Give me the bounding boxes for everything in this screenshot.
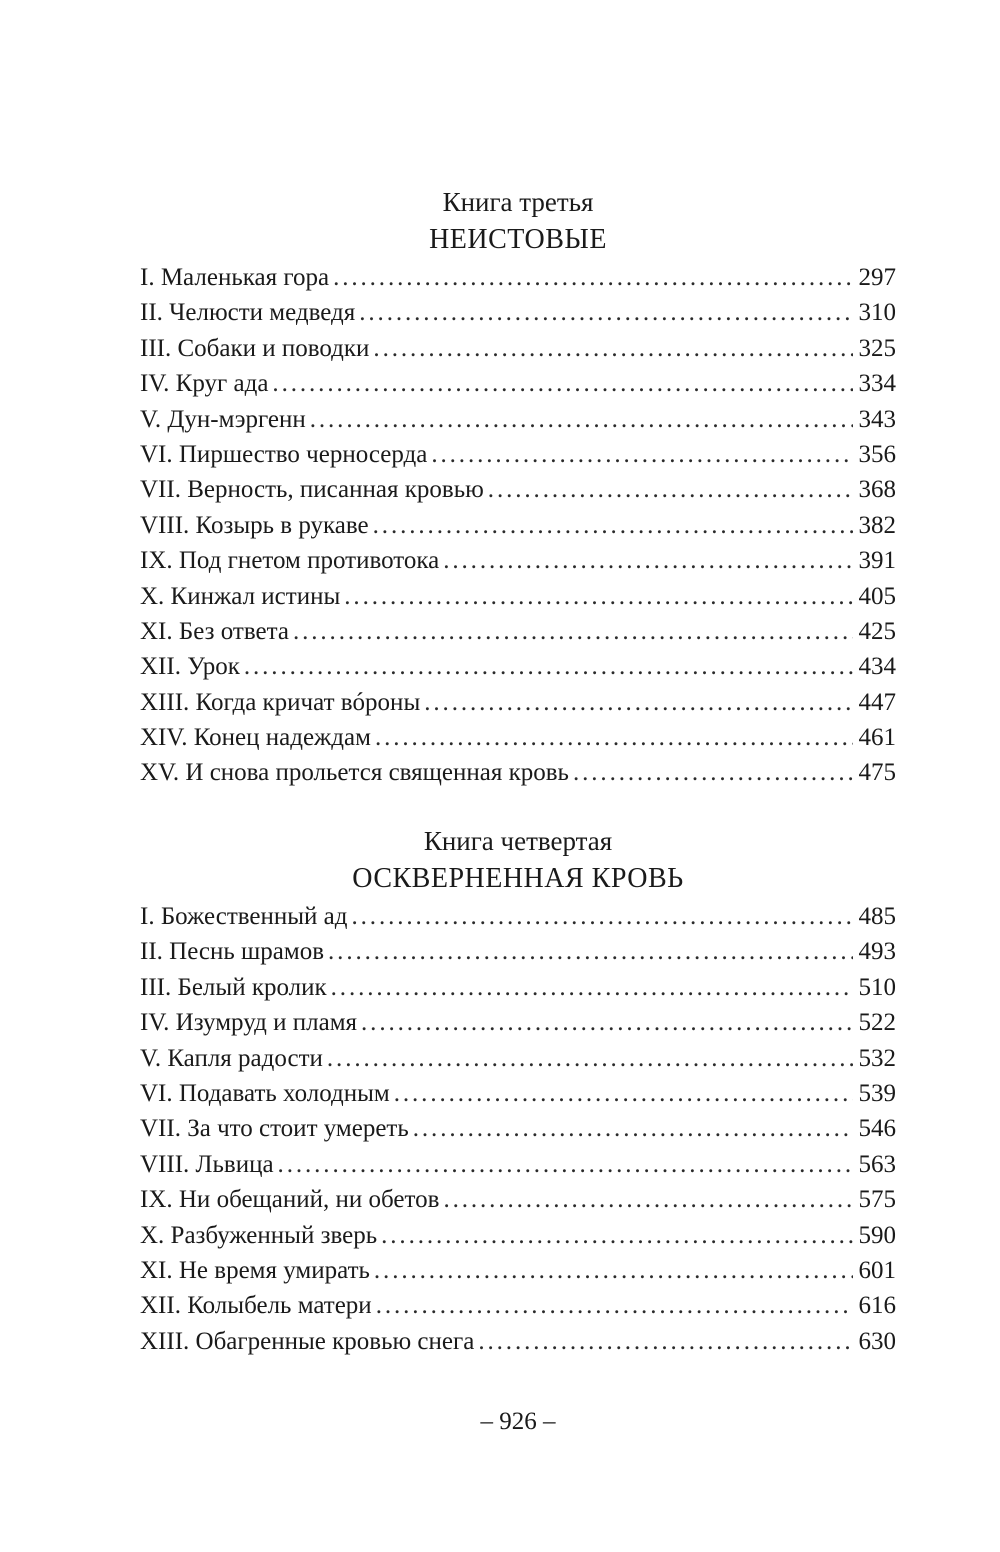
toc-entry [140, 614, 896, 649]
chapter-page-number: 616 [858, 1292, 896, 1320]
chapter-page-number: 310 [858, 299, 896, 327]
toc-entry [140, 366, 896, 401]
toc-entry [140, 543, 896, 578]
chapter-title: XIII. Когда кричат вóроны [140, 688, 421, 716]
dot-leader [375, 720, 853, 755]
toc-entry [140, 1182, 896, 1217]
toc-entry [140, 1111, 896, 1146]
chapter-page-number: 297 [858, 264, 896, 291]
toc-entry [140, 1041, 896, 1076]
dot-leader [328, 934, 852, 969]
chapter-title: IV. Круг ада [140, 370, 269, 398]
dot-leader [361, 1005, 852, 1040]
chapter-list [140, 899, 896, 1359]
chapter-page-number: 510 [858, 973, 896, 1001]
dot-leader [424, 685, 852, 720]
chapter-page-number: 356 [858, 440, 896, 468]
chapter-title: XIII. Обагренные кровью снега [140, 1327, 475, 1355]
chapter-page-number: 546 [858, 1115, 896, 1143]
book-label: Книга третья [442, 187, 594, 217]
chapter-page-number: 434 [858, 653, 896, 681]
toc-entry [140, 508, 896, 543]
dot-leader [333, 260, 852, 295]
toc-entry [140, 1324, 896, 1359]
chapter-title: II. Челюсти медведя [140, 299, 356, 327]
book-title: НЕИСТОВЫЕ [429, 224, 607, 255]
dot-leader [478, 1324, 852, 1359]
dot-leader [244, 649, 853, 684]
dot-leader [443, 543, 852, 578]
chapter-title: V. Капля радости [140, 1044, 323, 1072]
toc-entry [140, 579, 896, 614]
toc-entry [140, 1253, 896, 1288]
toc-entry [140, 1005, 896, 1040]
book-section [140, 183, 896, 791]
chapter-title: I. Божественный ад [140, 903, 348, 930]
toc-entry [140, 331, 896, 366]
dot-leader [573, 755, 853, 790]
toc-entry [140, 1147, 896, 1182]
chapter-page-number: 539 [858, 1079, 896, 1107]
chapter-page-number: 575 [858, 1186, 896, 1214]
dot-leader [310, 402, 853, 437]
toc-entry [140, 1076, 896, 1111]
chapter-title: VI. Пиршество черносерда [140, 440, 428, 468]
dot-leader [394, 1076, 853, 1111]
dot-leader [278, 1147, 853, 1182]
toc-entry [140, 260, 896, 295]
chapter-page-number: 590 [858, 1221, 896, 1249]
chapter-page-number: 563 [858, 1150, 896, 1178]
toc-entry [140, 720, 896, 755]
book-section [140, 822, 896, 1359]
toc-entry [140, 899, 896, 934]
dot-leader [331, 970, 853, 1005]
chapter-title: XI. Без ответа [140, 617, 289, 645]
chapter-title: VII. Верность, писанная кровью [140, 476, 484, 504]
dot-leader [443, 1182, 852, 1217]
dot-leader [413, 1111, 853, 1146]
dot-leader [488, 472, 853, 507]
dot-leader [359, 295, 852, 330]
book-title: ОСКВЕРНЕННАЯ КРОВЬ [352, 863, 684, 894]
chapter-page-number: 601 [858, 1256, 896, 1284]
chapter-title: VIII. Козырь в рукаве [140, 511, 369, 539]
dot-leader [431, 437, 852, 472]
dot-leader [373, 508, 853, 543]
chapter-title: V. Дун-мэргенн [140, 405, 306, 433]
chapter-title: II. Песнь шрамов [140, 938, 325, 966]
dot-leader [327, 1041, 853, 1076]
toc-entry [140, 755, 896, 790]
page-number: – 926 – [480, 1408, 556, 1435]
toc-entry [140, 970, 896, 1005]
chapter-page-number: 405 [858, 582, 896, 610]
toc-entry [140, 934, 896, 969]
chapter-page-number: 391 [858, 547, 896, 575]
chapter-page-number: 485 [858, 903, 896, 930]
chapter-page-number: 461 [858, 724, 896, 752]
chapter-title: VI. Подавать холодным [140, 1079, 390, 1107]
book-label: Книга четвертая [423, 826, 613, 856]
chapter-page-number: 447 [858, 688, 896, 716]
chapter-title: XII. Урок [140, 653, 240, 681]
chapter-title: III. Белый кролик [140, 973, 327, 1001]
toc-entry [140, 437, 896, 472]
toc-entry [140, 472, 896, 507]
dot-leader [293, 614, 853, 649]
toc-entry [140, 402, 896, 437]
chapter-page-number: 532 [858, 1044, 896, 1072]
dot-leader [381, 1218, 852, 1253]
toc-entry [140, 649, 896, 684]
chapter-title: X. Разбуженный зверь [140, 1221, 378, 1249]
chapter-title: XI. Не время умирать [140, 1256, 370, 1284]
chapter-title: IX. Ни обещаний, ни обетов [140, 1186, 440, 1214]
dot-leader [376, 1288, 853, 1323]
chapter-title: IV. Изумруд и пламя [140, 1009, 358, 1037]
chapter-title: I. Маленькая гора [140, 264, 330, 291]
dot-leader [272, 366, 852, 401]
chapter-title: IX. Под гнетом противотока [140, 547, 440, 575]
chapter-title: XIV. Конец надеждам [140, 724, 371, 752]
toc-entry [140, 1218, 896, 1253]
chapter-page-number: 630 [858, 1327, 896, 1355]
dot-leader [373, 331, 852, 366]
chapter-page-number: 325 [858, 334, 896, 362]
toc-page [140, 0, 896, 1552]
dot-leader [352, 899, 853, 934]
dot-leader [374, 1253, 853, 1288]
chapter-list [140, 260, 896, 791]
chapter-page-number: 425 [858, 617, 896, 645]
chapter-page-number: 368 [858, 476, 896, 504]
chapter-title: XV. И снова прольется священная кровь [140, 759, 569, 787]
chapter-page-number: 475 [858, 759, 896, 787]
chapter-page-number: 334 [858, 370, 896, 398]
chapter-title: XII. Колыбель матери [140, 1292, 372, 1320]
chapter-page-number: 493 [858, 938, 896, 966]
chapter-title: VIII. Львица [140, 1150, 274, 1178]
chapter-title: X. Кинжал истины [140, 582, 341, 610]
toc-entry [140, 295, 896, 330]
toc-entry [140, 685, 896, 720]
chapter-title: III. Собаки и поводки [140, 334, 370, 362]
toc-entry [140, 1288, 896, 1323]
chapter-title: VII. За что стоит умереть [140, 1115, 409, 1143]
chapter-page-number: 382 [858, 511, 896, 539]
chapter-page-number: 343 [858, 405, 896, 433]
dot-leader [344, 579, 852, 614]
chapter-page-number: 522 [858, 1009, 896, 1037]
